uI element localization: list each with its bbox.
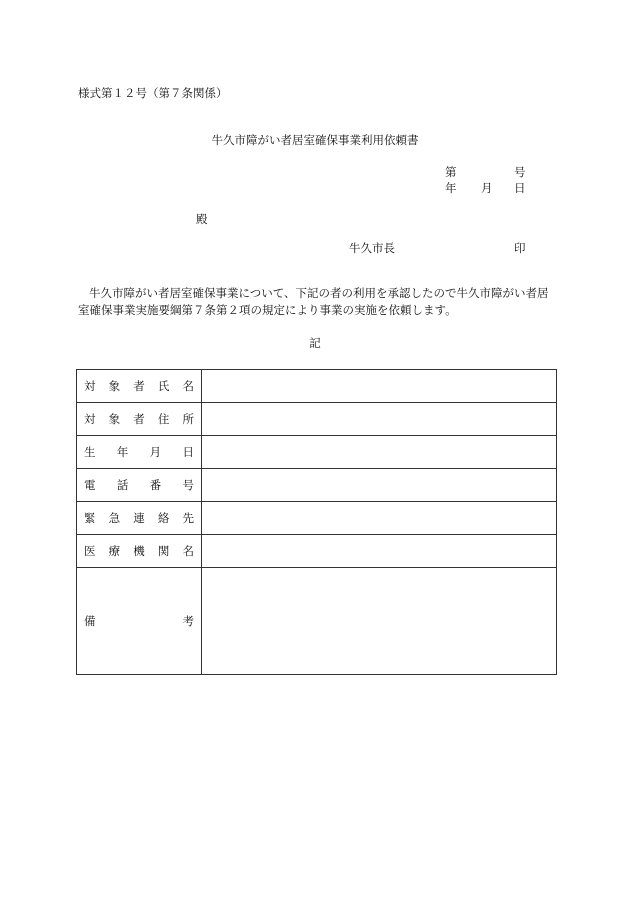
date-month-label: 月 — [481, 181, 493, 195]
form-number: 様式第１２号（第７条関係） — [78, 86, 228, 100]
remarks-label: 備 考 — [77, 568, 202, 675]
table-row — [77, 370, 557, 403]
table-row — [77, 568, 557, 675]
reference-number-prefix: 第 — [445, 165, 457, 179]
birth-date-field[interactable] — [202, 436, 557, 469]
table-row — [77, 403, 557, 436]
table-row — [77, 502, 557, 535]
request-body-text: 牛久市障がい者居室確保事業について、下記の者の利用を承認したので牛久市障がい者居室確保事業実施要綱第７条第２項の規定により事業の実施を依頼します。 — [78, 286, 549, 317]
phone-number-label: 電 話 番 号 — [77, 469, 202, 502]
table-row — [77, 535, 557, 568]
subject-address-field[interactable] — [202, 403, 557, 436]
date-year-label: 年 — [445, 181, 457, 195]
remarks-field[interactable] — [202, 568, 557, 675]
note-heading: 記 — [309, 336, 321, 350]
subject-address-label: 対 象 者 住 所 — [77, 403, 202, 436]
reference-number-suffix: 号 — [514, 165, 526, 179]
seal-mark: 印 — [514, 241, 526, 255]
emergency-contact-field[interactable] — [202, 502, 557, 535]
phone-number-field[interactable] — [202, 469, 557, 502]
birth-date-label: 生 年 月 日 — [77, 436, 202, 469]
request-details-table — [76, 369, 557, 675]
subject-name-field[interactable] — [202, 370, 557, 403]
addressee-honorific: 殿 — [196, 212, 208, 226]
table-row — [77, 469, 557, 502]
medical-institution-field[interactable] — [202, 535, 557, 568]
sender-name: 牛久市長 — [349, 241, 395, 255]
emergency-contact-label: 緊 急 連 絡 先 — [77, 502, 202, 535]
date-day-label: 日 — [514, 181, 526, 195]
medical-institution-label: 医 療 機 関 名 — [77, 535, 202, 568]
table-row — [77, 436, 557, 469]
subject-name-label: 対 象 者 氏 名 — [77, 370, 202, 403]
document-title: 牛久市障がい者居室確保事業利用依頼書 — [211, 133, 419, 147]
